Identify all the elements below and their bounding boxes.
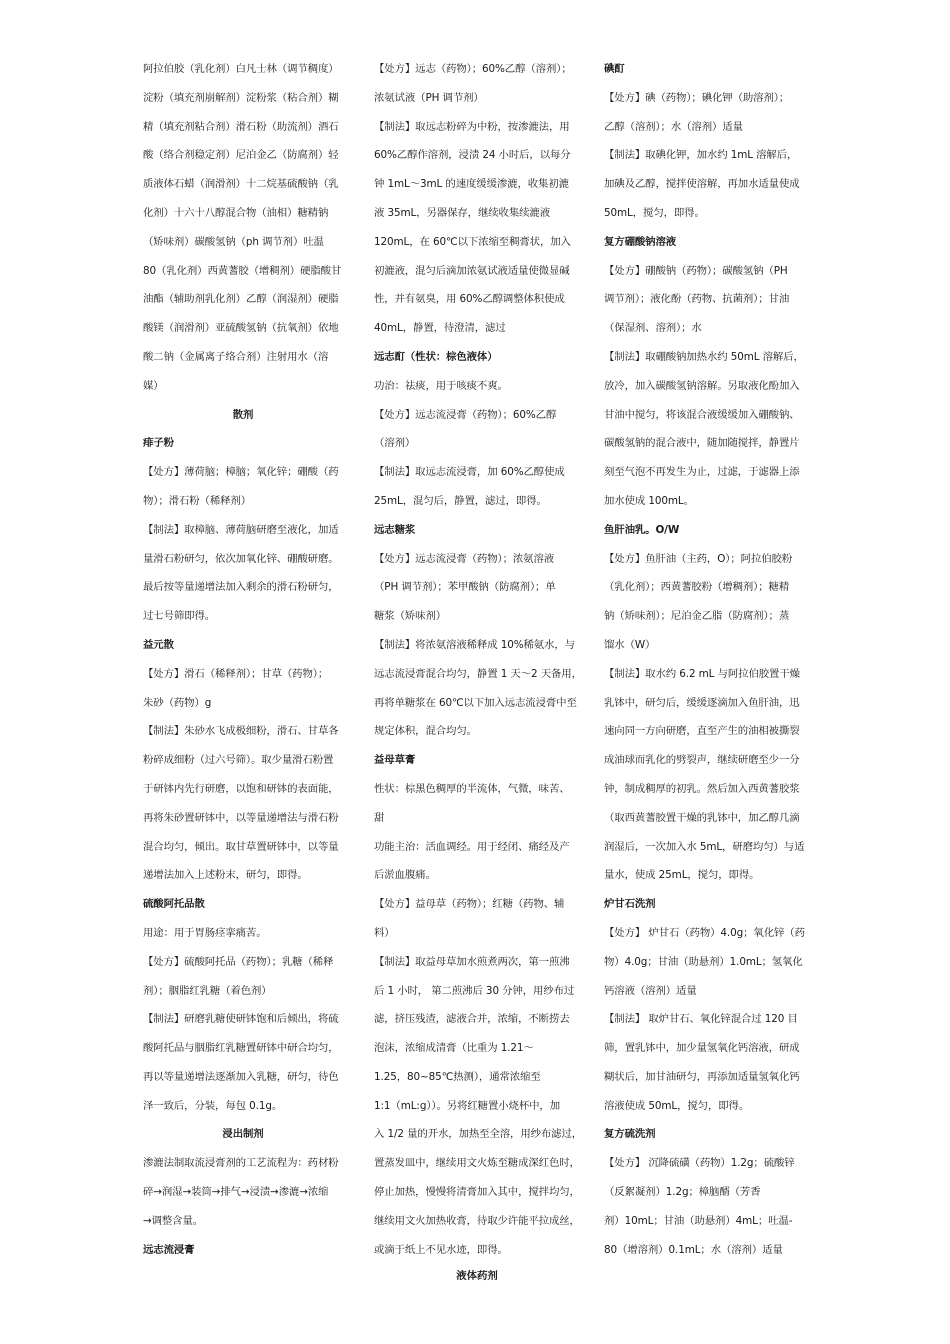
text-line: 【处方】薄荷脑；樟脑；氧化锌；硼酸（药 [143,466,339,479]
text-line: 酸二钠（金属离子络合剂）注射用水（溶 [143,350,329,363]
text-line: 糖浆（矫味剂） [374,610,447,623]
text-line: 40mL，静置，待澄清，滤过 [374,322,506,335]
text-line: 物）；滑石粉（稀释剂） [143,494,251,507]
section-heading: 复方硫洗剂 [604,1128,656,1141]
text-line: 溶液使成 50mL，搅匀，即得。 [604,1099,750,1112]
section-heading: 远志酊（性状：棕色液体） [374,350,498,363]
text-line: 糊状后，加甘油研匀，再添加适量氢氧化钙 [604,1070,800,1083]
text-line: 【处方】碘（药物）；碘化钾（助溶剂）； [604,91,790,104]
text-line: 再将单糖浆在 60℃以下加入远志流浸膏中至 [374,696,577,709]
text-line: 80（乳化剂）西黄蓍胶（增稠剂）硬脂酸甘 [143,264,342,277]
text-line: （溶剂） [374,437,416,450]
text-line: 朱砂（药物）g [143,696,212,709]
section-heading: 硫酸阿托品散 [143,898,205,911]
text-line: 【制法】朱砂水飞成极细粉，滑石、甘草各 [143,725,339,738]
text-line: 【制法】 取炉甘石、氧化锌混合过 120 目 [604,1013,798,1026]
text-line: 最后按等量递增法加入剩余的滑石粉研匀， [143,581,339,594]
text-line: 量水，使成 25mL，搅匀，即得。 [604,869,760,882]
section-heading: 浸出制剂 [222,1128,264,1141]
text-line: 递增法加入上述粉末，研匀，即得。 [143,869,308,882]
text-line: 馏水（W） [604,638,656,651]
section-heading: 碘酊 [604,63,625,75]
text-line: 剂）10mL；甘油（助悬剂）4mL；吐温- [604,1214,793,1227]
text-line: 浓氨试液（PH 调节剂） [374,91,484,104]
text-line: 调节剂）；液化酚（药物、抗菌剂）；甘油 [604,293,790,306]
text-line: 成油球而乳化的劈裂声，继续研磨至少一分 [604,754,800,767]
text-line: 【处方】远志（药物）；60%乙醇（溶剂）； [374,63,572,75]
text-line: 质液体石蜡（润滑剂）十二烷基硫酸钠（乳 [143,178,339,191]
text-line: 性状：棕黑色稠厚的半流体，气微，味苦、 [374,782,570,795]
section-heading: 远志糖浆 [374,523,416,536]
text-line: 酸阿托品与胭脂红乳糖置研钵中研合均匀， [143,1042,339,1055]
text-line: 120mL，在 60℃以下浓缩至稠膏状，加入 [374,235,571,248]
text-line: 或滴于纸上不见水迹，即得。 [374,1243,508,1256]
text-line: 滤，挤压残渣，滤液合并，浓缩，不断捞去 [374,1013,570,1026]
text-line: 乳钵中，研匀后，缓缓逐滴加入鱼肝油，迅 [604,696,800,709]
text-line: 于研钵内先行研磨，以饱和研钵的表面能， [143,782,339,795]
text-line: 放冷，加入碳酸氢钠溶解。另取液化酚加入 [604,379,800,392]
text-line: 【制法】取樟脑、薄荷脑研磨至液化，加适 [143,523,339,536]
text-line: 再将朱砂置研钵中，以等量递增法与滑石粉 [143,811,339,824]
text-line: 【处方】鱼肝油（主药，O）；阿拉伯胶粉 [604,552,793,565]
text-line: 化剂）十六十八醇混合物（油相）糖精钠 [143,206,329,219]
section-heading: 复方硼酸钠溶液 [604,235,677,248]
text-line: （取西黄蓍胶置干燥的乳钵中，加乙醇几滴 [604,811,800,824]
text-line: 油酯（辅助剂乳化剂）乙醇（润湿剂）硬脂 [143,293,339,306]
text-line: 25mL，混匀后，静置，滤过，即得。 [374,494,547,507]
text-line: 润湿后，一次加入水 5mL，研磨均匀）与适 [604,840,805,853]
text-line: 远志流浸膏混合均匀，静置 1 天～2 天备用， [374,667,582,680]
text-line: 1.25，80~85℃热测），通常浓缩至 [374,1070,541,1083]
text-line: 60%乙醇作溶剂，浸渍 24 小时后，以每分 [374,149,571,162]
text-line: 淀粉（填充剂崩解剂）淀粉浆（粘合剂）糊 [143,91,339,104]
text-line: 物）4.0g；甘油（助悬剂）1.0mL；氢氧化 [604,955,803,968]
text-line: 剂）；胭脂红乳糖（着色剂） [143,984,272,997]
text-line: 液 35mL，另器保存，继续收集续漉液 [374,206,551,219]
text-line: 碳酸氢钠的混合液中，随加随搅拌，静置片 [604,437,800,450]
text-line: 功能主治：活血调经。用于经闭、痛经及产 [374,840,570,853]
text-line: 初漉液，混匀后滴加浓氨试液适量使微显碱 [374,264,570,277]
text-line: 【制法】取硼酸钠加热水约 50mL 溶解后， [604,350,804,363]
section-heading: 益母草膏 [374,754,416,767]
text-line: 【制法】将浓氨溶液稀释成 10%稀氨水，与 [374,638,575,651]
text-line: 料） [374,926,395,939]
section-heading: 远志流浸膏 [143,1243,195,1256]
text-line: 【制法】取水约 6.2 mL 与阿拉伯胶置干燥 [604,667,800,680]
text-line: 1:1（mL:g））。另将红糖置小烧杯中，加 [374,1099,560,1112]
text-line: 【处方】滑石（稀释剂）；甘草（药物）； [143,667,329,680]
text-line: 【处方】 沉降硫磺（药物）1.2g；硫酸锌 [604,1157,795,1170]
text-line: 钟 1mL～3mL 的速度缓缓渗漉，收集初漉 [374,178,569,191]
text-line: （矫味剂）碳酸氢钠（ph 调节剂）吐温 [143,235,324,248]
section-heading: 益元散 [143,638,174,651]
section-heading: 鱼肝油乳。O/W [604,523,680,536]
text-line: 碎→润湿→装筒→排气→浸渍→渗漉→浓缩 [143,1186,329,1199]
text-line: 【处方】远志流浸膏（药物）；60%乙醇 [374,408,557,421]
text-line: 精（填充剂粘合剂）滑石粉（助流剂）酒石 [143,120,339,133]
text-line: 乙醇（溶剂）；水（溶剂）适量 [604,120,743,133]
text-line: 刻至气泡不再发生为止，过滤，于滤器上添 [604,466,800,479]
text-line: 【制法】取远志粉碎为中粉，按渗漉法，用 [374,120,570,133]
text-line: 【处方】硼酸钠（药物）；碳酸氢钠（PH [604,264,788,277]
text-line: 【制法】取益母草加水煎煮两次，第一煎沸 [374,955,570,968]
column-right [604,55,808,1264]
text-line: 加水使成 100mL。 [604,494,694,507]
text-line: 钙溶液（溶剂）适量 [604,984,697,997]
text-line: 用途：用于胃肠痉挛痛苦。 [143,926,267,939]
text-line: 钠（矫味剂）；尼泊金乙脂（防腐剂）；蒸 [604,610,790,623]
text-line: 甜 [374,811,385,824]
text-line: 【处方】硫酸阿托品（药物）；乳糖（稀释 [143,955,334,968]
text-line: 后 1 小时， 第二煎沸后 30 分钟，用纱布过 [374,984,575,997]
section-heading: 散剂 [232,408,254,421]
text-line: 【制法】取远志流浸膏，加 60%乙醇使成 [374,466,565,479]
text-line: 继续用文火加热收膏，待取少许能平拉成丝， [374,1214,580,1227]
text-line: 【制法】研磨乳糖使研钵饱和后倾出，将硫 [143,1013,339,1026]
section-heading: 炉甘石洗剂 [604,898,656,911]
text-line: 【处方】远志流浸膏（药物）；浓氨溶液 [374,552,555,565]
text-line: 渗漉法制取流浸膏剂的工艺流程为：药材粉 [143,1157,339,1170]
text-line: （反絮凝剂）1.2g；樟脑醑（芳香 [604,1186,761,1199]
text-line: 80（增溶剂）0.1mL；水（溶剂）适量 [604,1243,783,1256]
text-line: （乳化剂）；西黄蓍胶粉（增稠剂）；糖精 [604,581,790,594]
column-left [143,55,343,1264]
text-line: 【处方】 炉甘石（药物）4.0g；氧化锌（药 [604,926,805,939]
text-line: 泡沫，浓缩成清膏（比重为 1.21～ [374,1042,534,1055]
text-line: 加碘及乙醇，搅拌使溶解，再加水适量使成 [604,178,800,191]
text-line: 功治：祛痰，用于咳痰不爽。 [374,379,508,392]
text-line: 过七号筛即得。 [143,610,216,623]
text-line: 规定体积，混合均匀。 [374,725,477,738]
text-line: 【制法】取碘化钾，加水约 1mL 溶解后， [604,149,798,162]
text-line: 甘油中搅匀，将该混合液缓缓加入硼酸钠、 [604,408,800,421]
text-line: 再以等量递增法逐渐加入乳糖，研匀，待色 [143,1070,339,1083]
text-line: 泽一致后，分装，每包 0.1g。 [143,1099,283,1112]
text-line: 钟，制成稠厚的初乳。然后加入西黄蓍胶浆 [604,782,800,795]
text-line: 酸（络合剂稳定剂）尼泊金乙（防腐剂）轻 [143,149,339,162]
text-line: 酸镁（润滑剂）亚硫酸氢钠（抗氧剂）依地 [143,322,339,335]
text-line: （保湿剂、溶剂）；水 [604,322,702,335]
text-line: →调整含量。 [143,1214,204,1227]
section-heading: 痱子粉 [143,437,174,450]
text-line: 速向同一方向研磨，直至产生的油相被撕裂 [604,725,800,738]
text-line: （PH 调节剂）；苯甲酸钠（防腐剂）；单 [374,581,556,594]
text-line: 阿拉伯胶（乳化剂）白凡士林（调节稠度） [143,63,339,75]
text-line: 【处方】益母草（药物）；红糖（药物、辅 [374,898,565,911]
text-line: 筛，置乳钵中，加少量氢氧化钙溶液，研成 [604,1042,800,1055]
column-middle [374,55,583,1264]
text-line: 停止加热，慢慢将清膏加入其中，搅拌均匀， [374,1186,580,1199]
text-line: 媒） [143,379,164,392]
text-line: 置蒸发皿中，继续用文火炼至糖成深红色时， [374,1157,580,1170]
section-heading-liquid-preparations: 液体药剂 [456,1270,498,1282]
text-line: 性，并有氨臭，用 60%乙醇调整体积使成 [374,293,565,306]
text-line: 后淤血腹痛。 [374,869,436,882]
text-line: 粉碎成细粉（过六号筛）。取少量滑石粉置 [143,754,334,767]
text-line: 混合均匀，倾出。取甘草置研钵中，以等量 [143,840,339,853]
text-line: 入 1/2 量的开水，加热至全溶，用纱布滤过， [374,1128,583,1141]
text-line: 50mL，搅匀，即得。 [604,206,705,219]
text-line: 量滑石粉研匀，依次加氧化锌、硼酸研磨。 [143,552,339,565]
